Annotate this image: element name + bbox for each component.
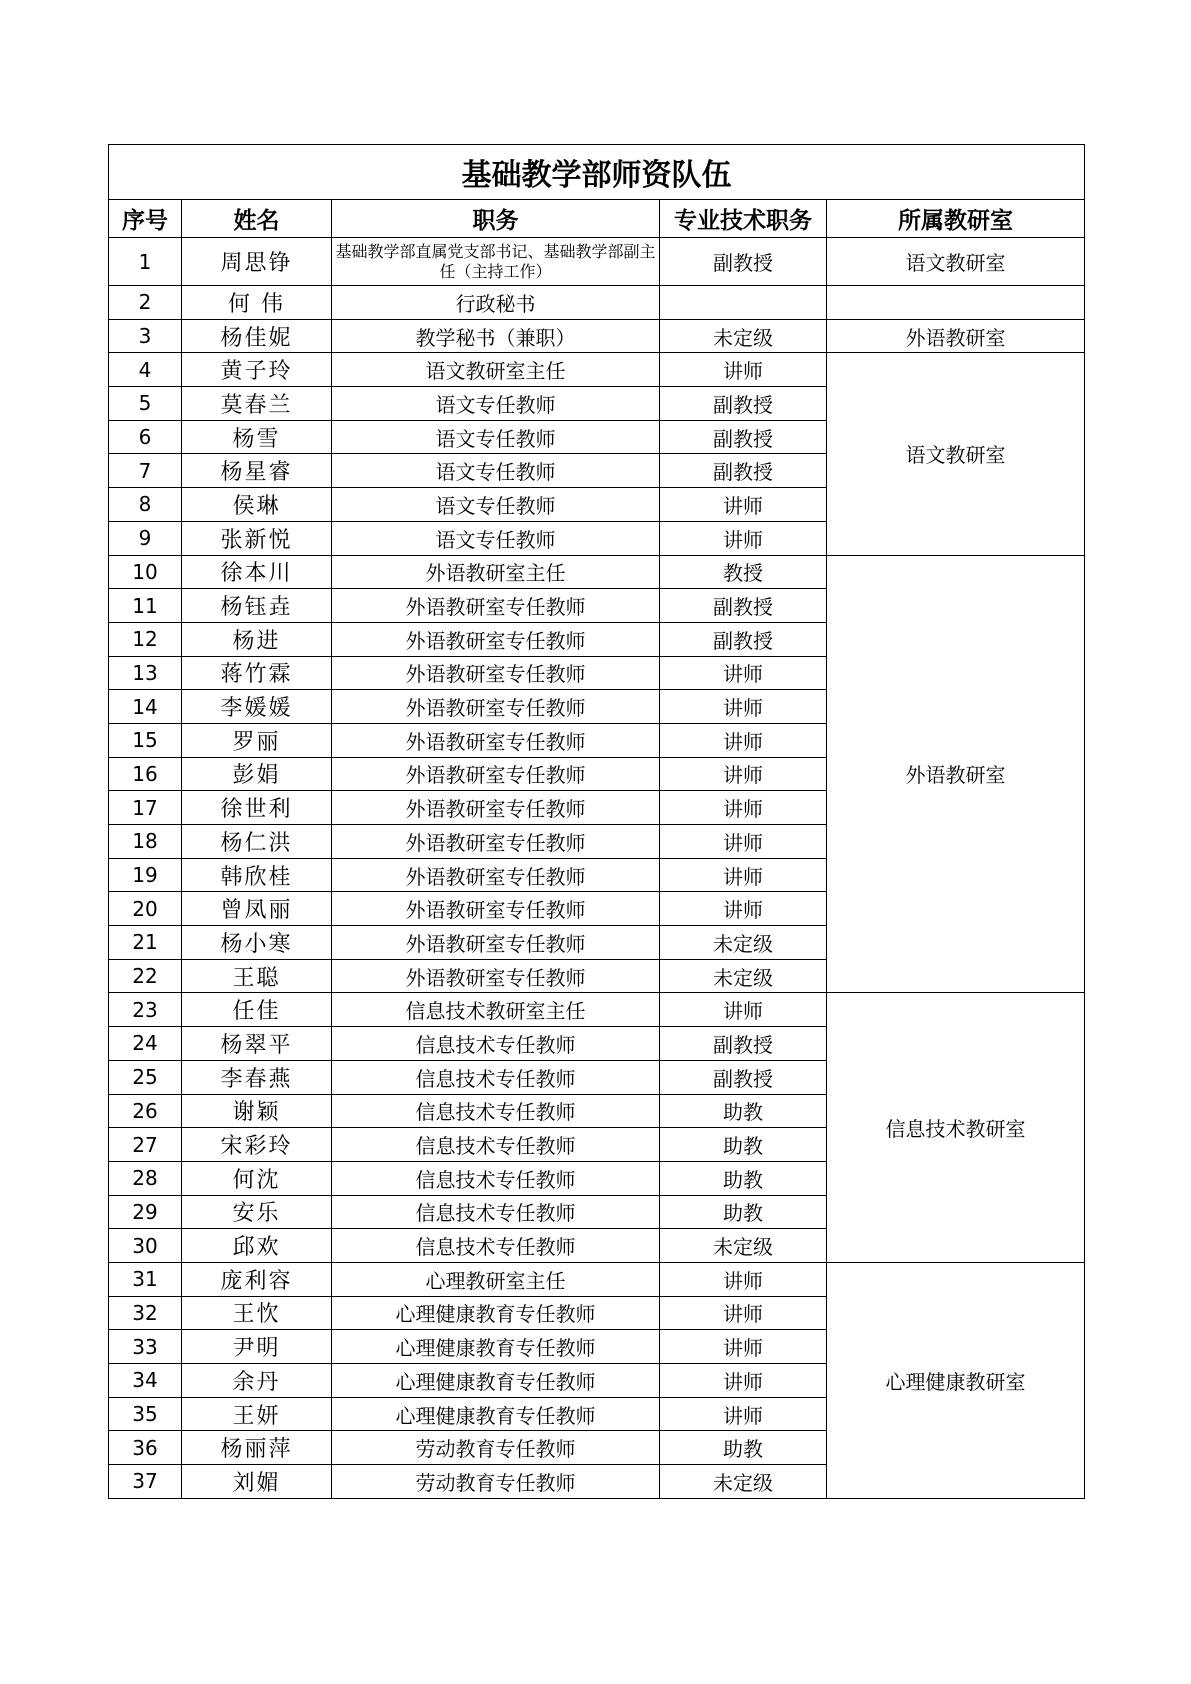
- row-rank: 副教授: [660, 454, 827, 488]
- row-rank: 讲师: [660, 791, 827, 825]
- row-name: 蒋竹霖: [182, 656, 332, 690]
- table-row: [109, 555, 1085, 589]
- row-duty: 信息技术教研室主任: [332, 993, 660, 1027]
- row-rank: 讲师: [660, 353, 827, 387]
- row-name: 杨佳妮: [182, 319, 332, 353]
- row-duty: 信息技术专任教师: [332, 1195, 660, 1229]
- row-duty: 语文专任教师: [332, 387, 660, 421]
- row-rank: [660, 286, 827, 320]
- row-rank: 助教: [660, 1431, 827, 1465]
- row-rank: 未定级: [660, 926, 827, 960]
- row-rank: 讲师: [660, 723, 827, 757]
- row-duty: 外语教研室专任教师: [332, 690, 660, 724]
- row-duty: 外语教研室专任教师: [332, 926, 660, 960]
- row-duty: 外语教研室专任教师: [332, 723, 660, 757]
- row-rank: 未定级: [660, 959, 827, 993]
- row-name: 何 伟: [182, 286, 332, 320]
- row-office: 语文教研室: [827, 238, 1085, 286]
- row-rank: 讲师: [660, 690, 827, 724]
- row-office: 信息技术教研室: [827, 993, 1085, 1263]
- row-name: 李媛媛: [182, 690, 332, 724]
- row-duty: 心理健康教育专任教师: [332, 1330, 660, 1364]
- row-number: 3: [109, 319, 182, 353]
- row-number: 29: [109, 1195, 182, 1229]
- row-name: 韩欣桂: [182, 858, 332, 892]
- row-rank: 讲师: [660, 1364, 827, 1398]
- row-number: 37: [109, 1465, 182, 1499]
- row-rank: 讲师: [660, 993, 827, 1027]
- row-name: 杨星睿: [182, 454, 332, 488]
- row-name: 余丹: [182, 1364, 332, 1398]
- row-name: 张新悦: [182, 521, 332, 555]
- table-title: 基础教学部师资队伍: [109, 145, 1085, 200]
- row-name: 庞利容: [182, 1262, 332, 1296]
- row-duty: 教学秘书（兼职）: [332, 319, 660, 353]
- row-duty: 劳动教育专任教师: [332, 1465, 660, 1499]
- row-name: 杨翠平: [182, 1027, 332, 1061]
- row-number: 5: [109, 387, 182, 421]
- row-number: 22: [109, 959, 182, 993]
- row-name: 莫春兰: [182, 387, 332, 421]
- row-rank: 未定级: [660, 1465, 827, 1499]
- row-number: 8: [109, 488, 182, 522]
- row-name: 任佳: [182, 993, 332, 1027]
- table-body: [109, 238, 1085, 1499]
- row-name: 黄子玲: [182, 353, 332, 387]
- row-name: 周思铮: [182, 238, 332, 286]
- row-number: 28: [109, 1161, 182, 1195]
- row-rank: 讲师: [660, 1296, 827, 1330]
- row-number: 4: [109, 353, 182, 387]
- row-rank: 讲师: [660, 825, 827, 859]
- row-name: 王聪: [182, 959, 332, 993]
- row-number: 7: [109, 454, 182, 488]
- row-duty: 语文专任教师: [332, 454, 660, 488]
- row-number: 30: [109, 1229, 182, 1263]
- row-number: 17: [109, 791, 182, 825]
- row-duty: 信息技术专任教师: [332, 1128, 660, 1162]
- row-rank: 副教授: [660, 1060, 827, 1094]
- row-number: 27: [109, 1128, 182, 1162]
- row-number: 13: [109, 656, 182, 690]
- row-name: 杨钰垚: [182, 589, 332, 623]
- row-number: 16: [109, 757, 182, 791]
- row-name: 曾凤丽: [182, 892, 332, 926]
- row-duty: 外语教研室专任教师: [332, 757, 660, 791]
- row-office: 外语教研室: [827, 319, 1085, 353]
- row-rank: 副教授: [660, 387, 827, 421]
- row-rank: 讲师: [660, 521, 827, 555]
- row-number: 15: [109, 723, 182, 757]
- row-office: 外语教研室: [827, 555, 1085, 993]
- table-row: [109, 1262, 1085, 1296]
- row-name: 杨仁洪: [182, 825, 332, 859]
- table-row: [109, 286, 1085, 320]
- row-name: 罗丽: [182, 723, 332, 757]
- row-duty: 基础教学部直属党支部书记、基础教学部副主任（主持工作）: [332, 238, 660, 286]
- row-rank: 教授: [660, 555, 827, 589]
- row-name: 谢颖: [182, 1094, 332, 1128]
- row-rank: 助教: [660, 1161, 827, 1195]
- row-duty: 外语教研室专任教师: [332, 589, 660, 623]
- row-duty: 心理健康教育专任教师: [332, 1397, 660, 1431]
- row-rank: 讲师: [660, 1330, 827, 1364]
- table-row: [109, 993, 1085, 1027]
- row-number: 12: [109, 622, 182, 656]
- row-duty: 行政秘书: [332, 286, 660, 320]
- row-number: 23: [109, 993, 182, 1027]
- row-duty: 外语教研室专任教师: [332, 656, 660, 690]
- row-number: 26: [109, 1094, 182, 1128]
- row-number: 34: [109, 1364, 182, 1398]
- row-duty: 外语教研室专任教师: [332, 791, 660, 825]
- row-rank: 副教授: [660, 589, 827, 623]
- row-rank: 讲师: [660, 488, 827, 522]
- row-rank: 助教: [660, 1128, 827, 1162]
- table-row: [109, 238, 1085, 286]
- row-duty: 信息技术专任教师: [332, 1229, 660, 1263]
- row-name: 杨丽萍: [182, 1431, 332, 1465]
- row-duty: 外语教研室主任: [332, 555, 660, 589]
- row-name: 徐世利: [182, 791, 332, 825]
- row-name: 刘媚: [182, 1465, 332, 1499]
- header-rank: 专业技术职务: [660, 200, 827, 238]
- row-name: 邱欢: [182, 1229, 332, 1263]
- row-number: 1: [109, 238, 182, 286]
- header-name: 姓名: [182, 200, 332, 238]
- row-name: 杨雪: [182, 420, 332, 454]
- row-name: 李春燕: [182, 1060, 332, 1094]
- row-rank: 讲师: [660, 1397, 827, 1431]
- row-rank: 副教授: [660, 420, 827, 454]
- row-rank: 未定级: [660, 1229, 827, 1263]
- row-rank: 讲师: [660, 858, 827, 892]
- row-name: 宋彩玲: [182, 1128, 332, 1162]
- table-row: [109, 353, 1085, 387]
- row-office: [827, 286, 1085, 320]
- row-name: 王妍: [182, 1397, 332, 1431]
- row-duty: 外语教研室专任教师: [332, 622, 660, 656]
- row-number: 36: [109, 1431, 182, 1465]
- row-name: 彭娟: [182, 757, 332, 791]
- row-duty: 外语教研室专任教师: [332, 892, 660, 926]
- row-office: 心理健康教研室: [827, 1262, 1085, 1498]
- row-duty: 信息技术专任教师: [332, 1027, 660, 1061]
- row-number: 25: [109, 1060, 182, 1094]
- row-number: 6: [109, 420, 182, 454]
- row-name: 王忺: [182, 1296, 332, 1330]
- row-name: 杨小寒: [182, 926, 332, 960]
- row-rank: 未定级: [660, 319, 827, 353]
- row-duty: 语文专任教师: [332, 488, 660, 522]
- header-office: 所属教研室: [827, 200, 1085, 238]
- row-number: 18: [109, 825, 182, 859]
- row-rank: 助教: [660, 1195, 827, 1229]
- row-duty: 语文专任教师: [332, 521, 660, 555]
- row-duty: 心理教研室主任: [332, 1262, 660, 1296]
- row-number: 21: [109, 926, 182, 960]
- header-duty: 职务: [332, 200, 660, 238]
- row-rank: 副教授: [660, 622, 827, 656]
- row-name: 杨进: [182, 622, 332, 656]
- row-number: 2: [109, 286, 182, 320]
- row-duty: 信息技术专任教师: [332, 1060, 660, 1094]
- header-no: 序号: [109, 200, 182, 238]
- staff-table: [108, 144, 1085, 1499]
- row-number: 14: [109, 690, 182, 724]
- row-number: 31: [109, 1262, 182, 1296]
- row-office: 语文教研室: [827, 353, 1085, 555]
- row-rank: 助教: [660, 1094, 827, 1128]
- row-rank: 讲师: [660, 757, 827, 791]
- header-row: [109, 200, 1085, 238]
- row-rank: 讲师: [660, 656, 827, 690]
- row-duty: 劳动教育专任教师: [332, 1431, 660, 1465]
- row-duty: 外语教研室专任教师: [332, 825, 660, 859]
- row-duty: 语文教研室主任: [332, 353, 660, 387]
- row-name: 何沈: [182, 1161, 332, 1195]
- row-duty: 心理健康教育专任教师: [332, 1296, 660, 1330]
- row-name: 尹明: [182, 1330, 332, 1364]
- row-rank: 讲师: [660, 1262, 827, 1296]
- row-rank: 讲师: [660, 892, 827, 926]
- row-number: 24: [109, 1027, 182, 1061]
- row-number: 20: [109, 892, 182, 926]
- row-duty: 语文专任教师: [332, 420, 660, 454]
- row-rank: 副教授: [660, 1027, 827, 1061]
- table-row: [109, 319, 1085, 353]
- row-duty: 外语教研室专任教师: [332, 959, 660, 993]
- row-number: 33: [109, 1330, 182, 1364]
- row-number: 32: [109, 1296, 182, 1330]
- row-duty: 信息技术专任教师: [332, 1161, 660, 1195]
- row-name: 徐本川: [182, 555, 332, 589]
- row-duty: 心理健康教育专任教师: [332, 1364, 660, 1398]
- row-name: 侯琳: [182, 488, 332, 522]
- row-number: 10: [109, 555, 182, 589]
- row-number: 9: [109, 521, 182, 555]
- row-duty: 信息技术专任教师: [332, 1094, 660, 1128]
- row-rank: 副教授: [660, 238, 827, 286]
- row-number: 35: [109, 1397, 182, 1431]
- row-name: 安乐: [182, 1195, 332, 1229]
- row-duty: 外语教研室专任教师: [332, 858, 660, 892]
- row-number: 11: [109, 589, 182, 623]
- row-number: 19: [109, 858, 182, 892]
